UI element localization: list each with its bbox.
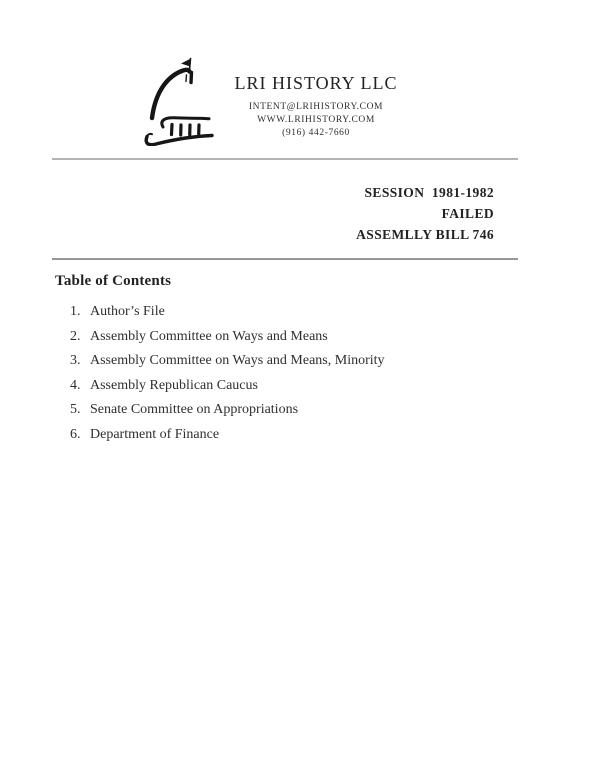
toc-item xyxy=(70,354,385,368)
letterhead-divider xyxy=(52,158,518,160)
toc-item-number: 6. xyxy=(70,426,81,442)
toc-item-label: Assembly Republican Caucus xyxy=(90,377,258,393)
toc-item-number: 2. xyxy=(70,328,81,344)
toc-item-label: Assembly Committee on Ways and Means, Minority xyxy=(90,353,385,368)
toc-item-number: 4. xyxy=(70,377,81,393)
toc-item-label: Assembly Committee on Ways and Means xyxy=(90,328,328,344)
toc-item xyxy=(70,428,385,442)
company-name: LRI HISTORY LLC xyxy=(234,73,398,93)
bill-number: ASSEMLLY BILL 746 xyxy=(356,227,494,242)
toc-item-label: Author’s File xyxy=(90,304,165,319)
company-phone: (916) 442-7660 xyxy=(282,128,350,138)
company-website: WWW.LRIHISTORY.COM xyxy=(257,115,375,125)
toc-item-number: 1. xyxy=(70,304,81,319)
toc-item-number: 5. xyxy=(70,402,81,417)
session-divider xyxy=(52,258,518,260)
session-info xyxy=(356,182,494,245)
toc-title: Table of Contents xyxy=(55,273,172,289)
toc-item xyxy=(70,305,385,319)
capitol-dome-logo-icon xyxy=(138,56,216,146)
toc-item-label: Department of Finance xyxy=(90,426,220,442)
toc-item xyxy=(70,330,385,344)
toc-list xyxy=(70,305,385,452)
toc-item xyxy=(70,379,385,393)
toc-item xyxy=(70,403,385,417)
bill-status: FAILED xyxy=(441,206,494,221)
session-years: SESSION 1981-1982 xyxy=(364,185,494,200)
company-email: INTENT@LRIHISTORY.COM xyxy=(248,102,384,112)
toc-item-number: 3. xyxy=(70,353,81,368)
toc-item-label: Senate Committee on Appropriations xyxy=(90,402,299,417)
letterhead-text xyxy=(208,72,424,140)
